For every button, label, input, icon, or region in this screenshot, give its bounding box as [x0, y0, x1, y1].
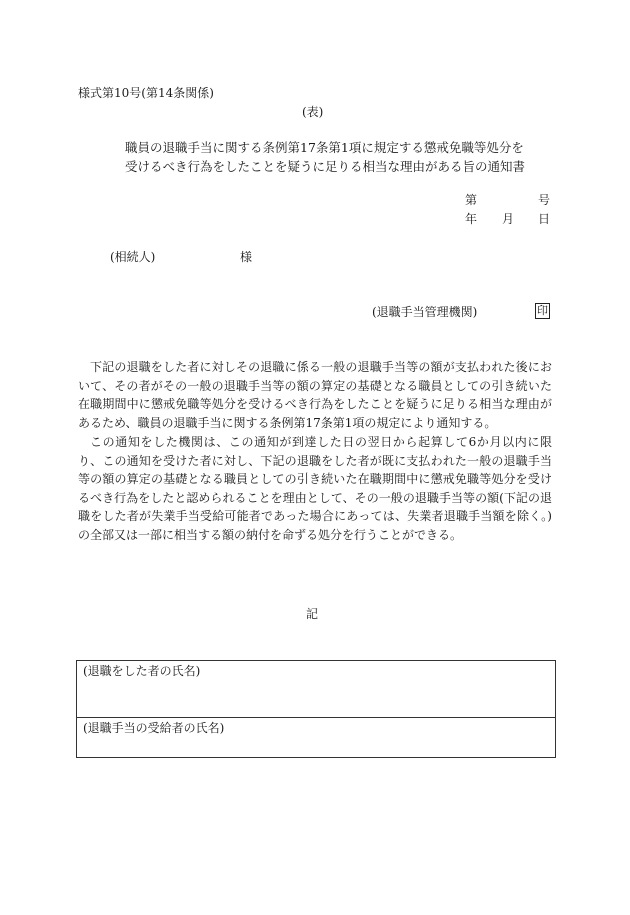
side-label: (表): [302, 105, 324, 119]
record-table: [76, 660, 556, 758]
seal-mark: 印: [537, 304, 548, 317]
form-number: 様式第10号(第14条関係): [78, 86, 214, 100]
document-number-suffix: 号: [538, 193, 551, 207]
recipient-label: (相続人): [110, 250, 156, 264]
table-row-recipient-name: [77, 718, 555, 757]
body-paragraph-2: この通知をした機関は、この通知が到達した日の翌日から起算して6か月以内に限り、この通知を受けた者に対し、下記の退職をした者が既に支払われた一般の退職手当等の額の算定の基礎となる職員としての引き続いた在職期間中に懲戒免職等処分を受けるべき行為をしたと認められることを理由として、その一般の退職手当等の額(下記の退職をした者が失業手当受給可能者であった場合にあっては、失業者退職手当額を除く。)の全部又は一部に相当する額の納付を命ずる処分を行うことができる。: [78, 435, 552, 542]
date-month-label: 月: [502, 212, 515, 226]
document-title-line-2: 受けるべき行為をしたことを疑うに足りる相当な理由がある旨の通知書: [125, 159, 526, 174]
table-row-retiree-name: [77, 661, 555, 718]
document-title-line-1: 職員の退職手当に関する条例第17条第1項に規定する懲戒免職等処分を: [125, 140, 524, 155]
issuer-label: (退職手当管理機関): [372, 305, 478, 319]
date-day-label: 日: [538, 212, 551, 226]
recipient-honorific: 様: [240, 250, 253, 264]
body-paragraph-1: 下記の退職をした者に対しその退職に係る一般の退職手当等の額が支払われた後において、その者がその一般の退職手当等の額の算定の基礎となる職員としての引き続いた在職期間中に懲戒免職等処分を受けるべき行為をしたことを疑うに足りる相当な理由があるため、職員の退職手当に関する条例第17条第1項の規定により通知する。: [78, 360, 552, 430]
recipient-name-label: (退職手当の受給者の氏名): [83, 721, 225, 735]
record-heading: 記: [306, 607, 319, 621]
date-year-label: 年: [465, 212, 478, 226]
document-number-prefix: 第: [465, 193, 478, 207]
retiree-name-label: (退職をした者の氏名): [83, 664, 201, 678]
